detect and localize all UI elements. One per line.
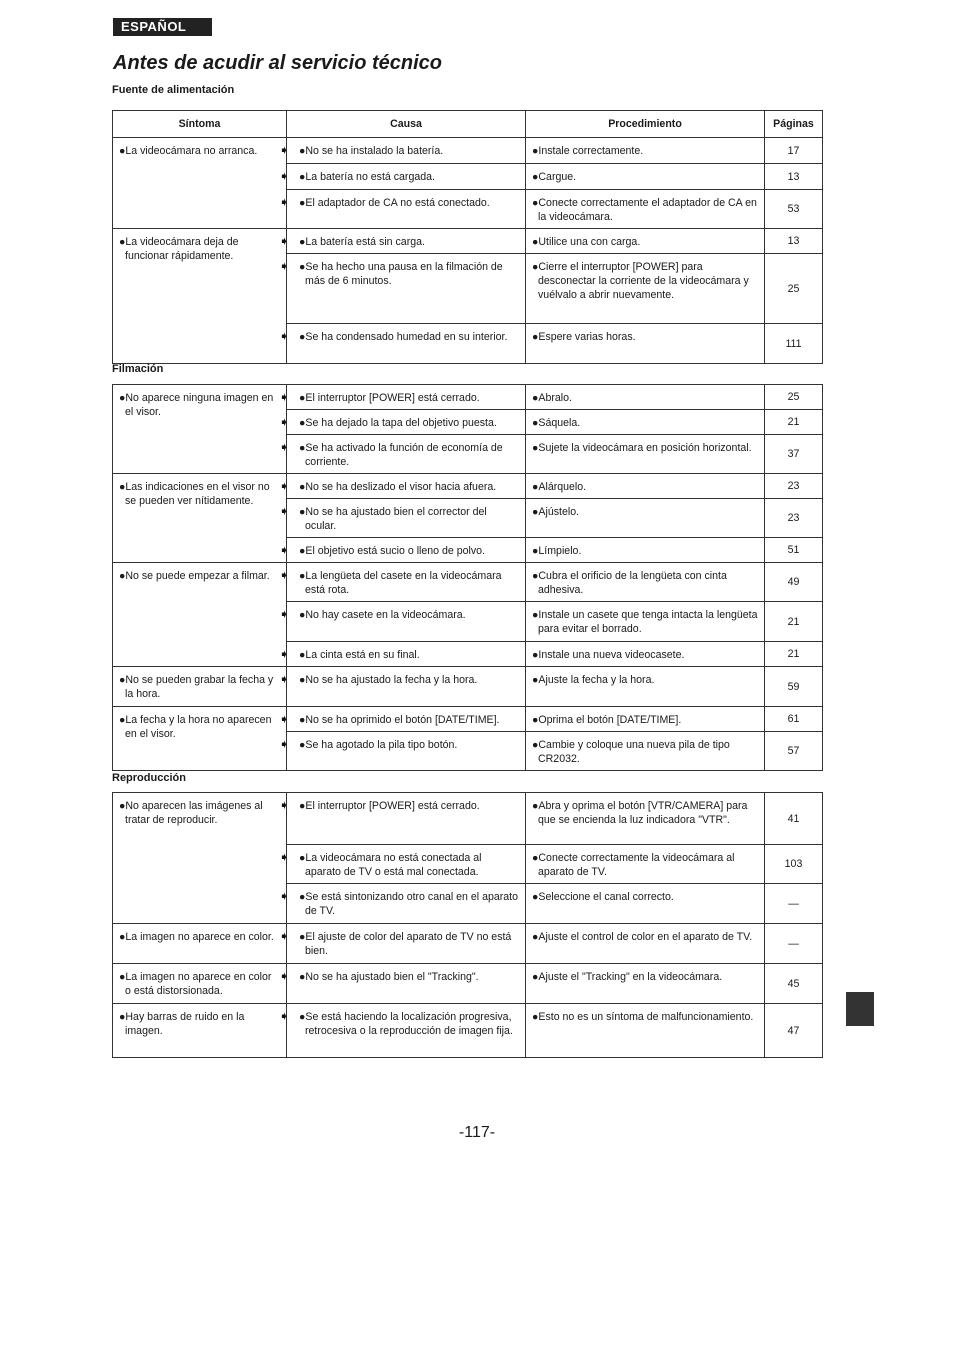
arrow-icon: ➧ <box>279 929 290 943</box>
arrow-icon: ➧ <box>279 504 290 518</box>
symptom-cell: ●No aparecen las imágenes al tratar de reproducir. <box>113 793 287 924</box>
playback-table <box>112 792 823 1058</box>
cause-cell <box>279 964 526 1004</box>
procedure-cell: ●Abralo. <box>526 385 765 410</box>
page-ref: 13 <box>765 164 823 190</box>
procedure-cell: ●Cambie y coloque una nueva pila de tipo CR2032. <box>526 732 765 771</box>
arrow-icon: ➧ <box>279 440 290 454</box>
procedure-cell: ●Conecte correctamente el adaptador de CA en la videocámara. <box>526 190 765 229</box>
header-procedure: Procedimiento <box>526 111 765 138</box>
page-ref: 103 <box>765 845 823 884</box>
arrow-icon: ➧ <box>279 712 290 726</box>
page-title: Antes de acudir al servicio técnico <box>113 52 443 74</box>
page-ref: 25 <box>765 254 823 324</box>
procedure-cell: ●Instale una nueva videocasete. <box>526 642 765 667</box>
procedure-cell: ●Espere varias horas. <box>526 324 765 364</box>
page-ref: 21 <box>765 410 823 435</box>
page-ref: 13 <box>765 229 823 254</box>
procedure-cell: ●Utilice una con carga. <box>526 229 765 254</box>
symptom-cell: ●La imagen no aparece en color. <box>113 924 287 964</box>
arrow-icon: ➧ <box>279 798 290 812</box>
symptom-cell: ●La videocámara no arranca. <box>113 138 287 229</box>
section-title-playback: Reproducción <box>112 772 186 784</box>
page-ref <box>765 924 823 964</box>
cause-cell <box>279 499 526 538</box>
page-ref: 23 <box>765 474 823 499</box>
page-ref: 23 <box>765 499 823 538</box>
symptom-cell: ●No se puede empezar a filmar. <box>113 563 287 667</box>
procedure-cell: ●Conecte correctamente la videocámara al aparato de TV. <box>526 845 765 884</box>
arrow-icon: ➧ <box>279 568 290 582</box>
arrow-icon: ➧ <box>279 390 290 404</box>
cause-text: ●Se ha activado la función de economía de corriente. <box>299 442 503 468</box>
arrow-icon: ➧ <box>279 889 290 903</box>
cause-cell <box>279 667 526 707</box>
page-ref: 21 <box>765 602 823 642</box>
procedure-cell: ●Ajuste el control de color en el aparato de TV. <box>526 924 765 964</box>
symptom-cell: ●La fecha y la hora no aparecen en el visor. <box>113 707 287 771</box>
cause-cell <box>279 732 526 771</box>
page-ref: 41 <box>765 793 823 845</box>
arrow-icon: ➧ <box>279 607 290 621</box>
cause-cell <box>279 845 526 884</box>
header-pages: Páginas <box>765 111 823 138</box>
page-ref: 61 <box>765 707 823 732</box>
page-ref: 49 <box>765 563 823 602</box>
cause-text: ●El interruptor [POWER] está cerrado. <box>299 392 480 404</box>
cause-cell <box>279 138 526 164</box>
cause-cell <box>279 602 526 642</box>
procedure-cell: ●Instale correctamente. <box>526 138 765 164</box>
procedure-cell: ●Ajuste el "Tracking" en la videocámara. <box>526 964 765 1004</box>
section-title-power: Fuente de alimentación <box>112 84 235 96</box>
arrow-icon: ➧ <box>279 647 290 661</box>
cause-cell <box>279 563 526 602</box>
arrow-icon: ➧ <box>279 479 290 493</box>
arrow-icon: ➧ <box>279 259 290 273</box>
cause-cell <box>279 642 526 667</box>
cause-text: ●No se ha ajustado bien el "Tracking". <box>299 971 479 983</box>
arrow-icon: ➧ <box>279 169 290 183</box>
page-ref: 59 <box>765 667 823 707</box>
cause-cell <box>279 435 526 474</box>
procedure-cell: ●Abra y oprima el botón [VTR/CAMERA] para que se encienda la luz indicadora "VTR". <box>526 793 765 845</box>
cause-cell <box>279 1004 526 1058</box>
arrow-icon: ➧ <box>279 969 290 983</box>
cause-text: ●No se ha ajustado la fecha y la hora. <box>299 674 478 686</box>
arrow-icon: ➧ <box>279 850 290 864</box>
page-number: -117- <box>458 1124 496 1141</box>
procedure-cell: ●Límpielo. <box>526 538 765 563</box>
cause-cell <box>279 538 526 563</box>
procedure-cell: ●Esto no es un síntoma de malfuncionamiento. <box>526 1004 765 1058</box>
cause-text: ●Se ha agotado la pila tipo botón. <box>299 739 458 751</box>
header-cause: Causa <box>287 111 526 138</box>
procedure-cell: ●Seleccione el canal correcto. <box>526 884 765 924</box>
cause-cell <box>279 164 526 190</box>
section-title-recording: Filmación <box>112 363 164 375</box>
cause-text: ●La batería no está cargada. <box>299 171 435 183</box>
page-ref: 111 <box>765 324 823 364</box>
page-ref: 37 <box>765 435 823 474</box>
symptom-cell: ●Hay barras de ruido en la imagen. <box>113 1004 287 1058</box>
cause-cell <box>279 410 526 435</box>
symptom-cell: ●Las indicaciones en el visor no se pueden ver nítidamente. <box>113 474 287 563</box>
cause-text: ●La videocámara no está conectada al aparato de TV o está mal conectada. <box>299 852 482 878</box>
power-table <box>112 110 823 364</box>
procedure-cell: ●Ajuste la fecha y la hora. <box>526 667 765 707</box>
cause-cell <box>279 924 526 964</box>
arrow-icon: ➧ <box>279 234 290 248</box>
cause-text: ●No hay casete en la videocámara. <box>299 609 466 621</box>
cause-cell <box>279 324 526 364</box>
arrow-icon: ➧ <box>279 195 290 209</box>
page-ref: 21 <box>765 642 823 667</box>
cause-text: ●Se está haciendo la localización progresiva, retrocesiva o la reproducción de imagen fija. <box>299 1011 513 1037</box>
symptom-cell: ●La videocámara deja de funcionar rápidamente. <box>113 229 287 364</box>
cause-text: ●La batería está sin carga. <box>299 236 425 248</box>
recording-table <box>112 384 823 771</box>
procedure-cell: ●Cargue. <box>526 164 765 190</box>
page-ref: 53 <box>765 190 823 229</box>
arrow-icon: ➧ <box>279 672 290 686</box>
procedure-cell: ●Ajústelo. <box>526 499 765 538</box>
page-ref: 17 <box>765 138 823 164</box>
cause-text: ●El interruptor [POWER] está cerrado. <box>299 800 480 812</box>
cause-text: ●No se ha instalado la batería. <box>299 145 444 157</box>
side-tab-marker <box>846 992 874 1026</box>
cause-text: ●El objetivo está sucio o lleno de polvo. <box>299 545 486 557</box>
cause-text: ●No se ha deslizado el visor hacia afuera. <box>299 481 497 493</box>
page-ref <box>765 884 823 924</box>
cause-text: ●Se ha hecho una pausa en la filmación de más de 6 minutos. <box>299 261 503 287</box>
cause-cell <box>279 884 526 924</box>
procedure-cell: ●Sujete la videocámara en posición horizontal. <box>526 435 765 474</box>
cause-text: ●Se está sintonizando otro canal en el aparato de TV. <box>299 891 519 917</box>
procedure-cell: ●Alárquelo. <box>526 474 765 499</box>
cause-text: ●La lengüeta del casete en la videocámara está rota. <box>299 570 502 596</box>
procedure-cell: ●Oprima el botón [DATE/TIME]. <box>526 707 765 732</box>
page-ref: 57 <box>765 732 823 771</box>
arrow-icon: ➧ <box>279 143 290 157</box>
arrow-icon: ➧ <box>279 1009 290 1023</box>
procedure-cell: ●Instale un casete que tenga intacta la lengüeta para evitar el borrado. <box>526 602 765 642</box>
symptom-cell: ●No se pueden grabar la fecha y la hora. <box>113 667 287 707</box>
cause-cell <box>279 474 526 499</box>
page-ref: 45 <box>765 964 823 1004</box>
arrow-icon: ➧ <box>279 737 290 751</box>
cause-text: ●No se ha ajustado bien el corrector del ocular. <box>299 506 487 532</box>
page-ref: 51 <box>765 538 823 563</box>
cause-cell <box>279 190 526 229</box>
procedure-cell: ●Sáquela. <box>526 410 765 435</box>
cause-cell <box>279 707 526 732</box>
cause-cell <box>279 229 526 254</box>
cause-text: ●Se ha dejado la tapa del objetivo puesta. <box>299 417 497 429</box>
header-symptom: Síntoma <box>113 111 287 138</box>
cause-cell <box>279 254 526 324</box>
cause-text: ●Se ha condensado humedad en su interior. <box>299 331 508 343</box>
arrow-icon: ➧ <box>279 329 290 343</box>
procedure-cell: ●Cubra el orificio de la lengüeta con cinta adhesiva. <box>526 563 765 602</box>
cause-text: ●El ajuste de color del aparato de TV no está bien. <box>299 931 512 957</box>
cause-cell <box>279 385 526 410</box>
symptom-cell: ●La imagen no aparece en color o está distorsionada. <box>113 964 287 1004</box>
page-ref: 47 <box>765 1004 823 1058</box>
page-ref: 25 <box>765 385 823 410</box>
arrow-icon: ➧ <box>279 415 290 429</box>
cause-text: ●La cinta está en su final. <box>299 649 420 661</box>
symptom-cell: ●No aparece ninguna imagen en el visor. <box>113 385 287 474</box>
cause-text: ●El adaptador de CA no está conectado. <box>299 197 490 209</box>
language-badge: ESPAÑOL <box>113 18 212 36</box>
arrow-icon: ➧ <box>279 543 290 557</box>
procedure-cell: ●Cierre el interruptor [POWER] para desconectar la corriente de la videocámara y vuélvalo a abrir nuevamente. <box>526 254 765 324</box>
cause-text: ●No se ha oprimido el botón [DATE/TIME]. <box>299 714 500 726</box>
cause-cell <box>279 793 526 845</box>
